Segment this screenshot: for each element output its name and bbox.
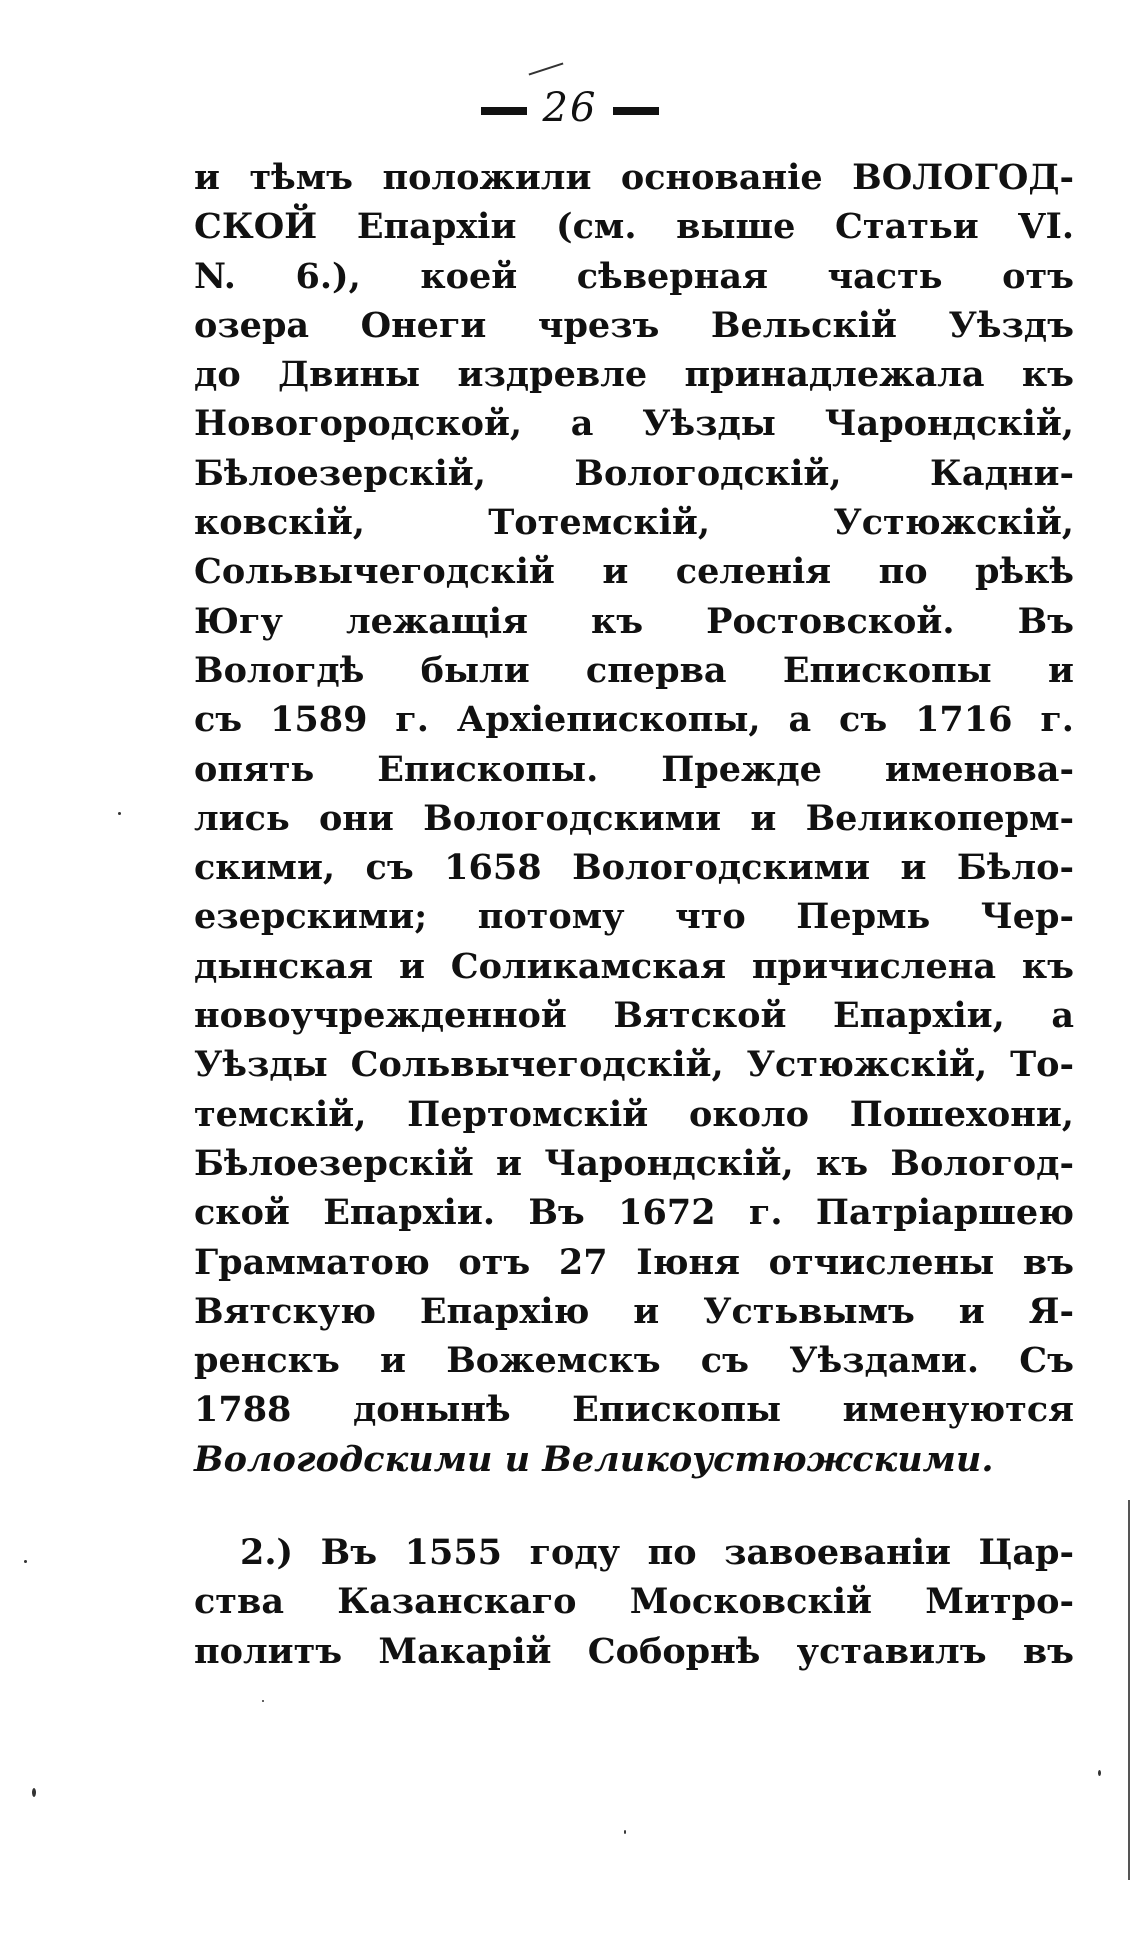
text-line: съ 1589 г. Архіепископы, а съ 1716 г. [194,699,1074,741]
text-line: 2.) Въ 1555 году по завоеваніи Цар- [240,1532,1074,1573]
text-line: ковскій, Тотемскій, Устюжскій, [194,502,1074,544]
speck [32,1788,36,1797]
text-line: Бѣлоезерскій и Чарондскій, къ Вологод- [194,1142,1074,1184]
text-line: лись они Вологодскими и Великоперм- [194,797,1074,839]
text-line: Уѣзды Сольвычегодскій, Устюжскій, То- [194,1044,1074,1086]
speck [1098,1770,1101,1776]
text-line: Вятскую Епархію и Устьвымъ и Я- [194,1290,1074,1332]
text-line: политъ Макарій Соборнѣ уставилъ въ [194,1630,1074,1672]
text-line: новоучрежденной Вятской Епархіи, а [194,995,1074,1037]
text-line: Новогородской, а Уѣзды Чарондскій, [194,403,1074,445]
speck [262,1700,264,1702]
header-dash-right [613,107,659,115]
text-line: Сольвычегодскій и селенія по рѣкѣ [194,551,1074,593]
speck [624,1830,626,1834]
text-line: Югу лежащія къ Ростовской. Въ [194,600,1074,642]
text-line: Грамматою отъ 27 Іюня отчислены въ [194,1241,1074,1283]
text-line: скими, съ 1658 Вологодскими и Бѣло- [194,847,1074,889]
text-line: 1788 донынѣ Епископы именуются [194,1389,1074,1431]
text-line: дынская и Соликамская причислена къ [194,945,1074,987]
text-line: озера Онеги чрезъ Вельскій Уѣздъ [194,304,1074,346]
page-header [0,84,1140,131]
paragraph-1 [194,153,1074,1484]
text-line: Вологдѣ были сперва Епископы и [194,649,1074,691]
text-line: СКОЙ Епархіи (см. выше Статьи VI. [194,206,1074,248]
text-line: темскій, Пертомскій около Пошехони, [194,1093,1074,1135]
text-line: ренскъ и Вожемскъ съ Уѣздами. Съ [194,1340,1074,1382]
page-edge [1128,1500,1130,1880]
text-line: и тѣмъ положили основаніе ВОЛОГОД- [194,157,1074,198]
text-line: до Двины издревле принадлежала къ [194,354,1074,396]
text-line: езерскими; потому что Пермь Чер- [194,896,1074,938]
text-line: Бѣлоезерскій, Вологодскій, Кадни- [194,452,1074,494]
header-dash-left [481,107,527,115]
paragraph-2 [194,1528,1074,1676]
text-line: ской Епархіи. Въ 1672 г. Патріаршею [194,1192,1074,1234]
speck [24,1560,27,1563]
text-line: ства Казанскаго Московскій Митро- [194,1581,1074,1623]
text-line: Вологодскими и Великоустюжскими. [194,1438,994,1480]
speck [529,62,564,75]
text-line: N. 6.), коей сѣверная часть отъ [194,255,1074,297]
text-line: опять Епископы. Прежде именова- [194,748,1074,790]
speck [118,812,121,815]
page-number: 26 [542,85,598,131]
